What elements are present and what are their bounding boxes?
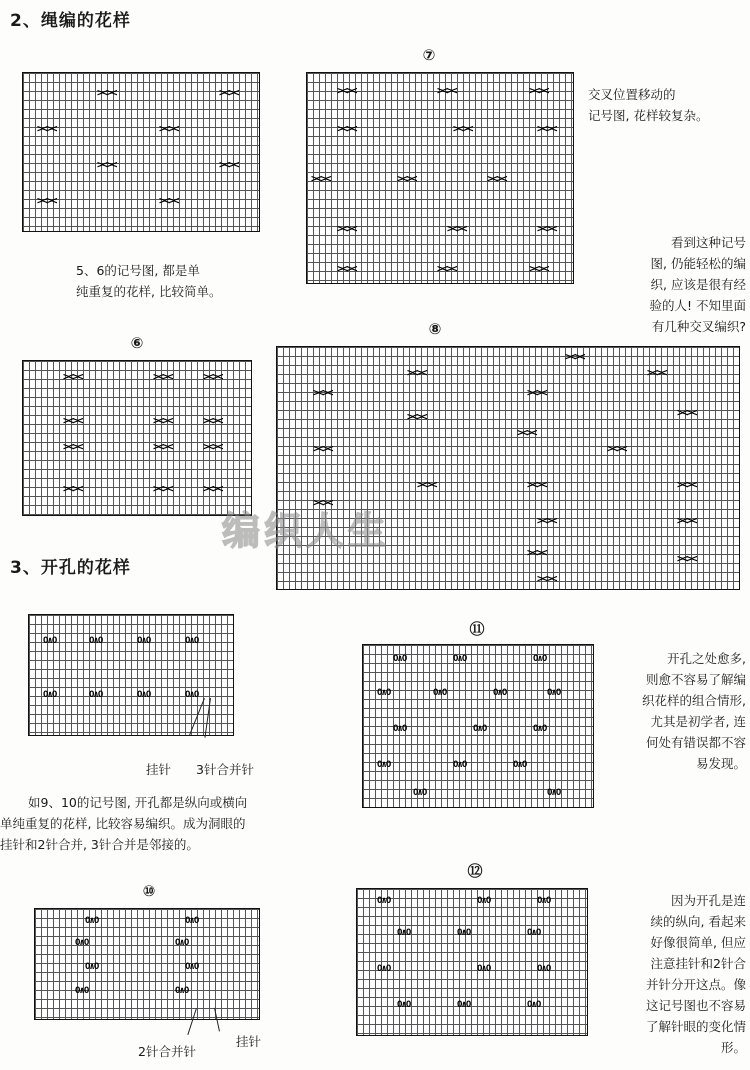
cable-cross-symbol: ><>< (407, 366, 426, 379)
cable-cross-symbol: ><>< (63, 370, 82, 383)
chart-number-12: ⑫ (467, 862, 483, 880)
eyelet-symbol: O∧O (457, 1000, 471, 1010)
eyelet-symbol: O∧O (377, 760, 391, 770)
cable-cross-symbol: ><>< (203, 414, 222, 427)
description-chart-5-6: 5、6的记号图, 都是单 纯重复的花样, 比较简单。 (76, 263, 222, 299)
eyelet-symbol: O∧O (433, 688, 447, 698)
eyelet-symbol: O∧O (43, 690, 57, 700)
cable-cross-symbol: ><>< (447, 222, 466, 235)
cable-cross-symbol: ><>< (219, 86, 238, 99)
cable-cross-symbol: ><>< (529, 84, 548, 97)
eyelet-symbol: O∧O (473, 724, 487, 734)
cable-cross-symbol: ><>< (97, 86, 116, 99)
callout-yarn-over: 挂针 (146, 762, 172, 777)
description-chart-12: 因为开孔是连 续的纵向, 看起来 好像很简单, 但应 注意挂针和2针合 并针分开这点。像 这记号图也不容易 了解针眼的变化情 形。 (645, 893, 746, 1055)
eyelet-symbol: O∧O (377, 964, 391, 974)
cable-cross-symbol: ><>< (97, 158, 116, 171)
eyelet-symbol: O∧O (527, 928, 541, 938)
cable-cross-symbol: ><>< (537, 572, 556, 585)
chart-number-6: ⑥ (130, 334, 144, 352)
cable-cross-symbol: ><>< (153, 482, 172, 495)
eyelet-symbol: O∧O (477, 896, 491, 906)
cable-cross-symbol: ><>< (337, 122, 356, 135)
chart-9 (28, 614, 234, 736)
cable-cross-symbol: ><>< (337, 262, 356, 275)
eyelet-symbol: O∧O (377, 896, 391, 906)
eyelet-symbol: O∧O (397, 928, 411, 938)
eyelet-symbol: O∧O (393, 724, 407, 734)
cable-cross-symbol: ><>< (37, 122, 56, 135)
chart-6 (22, 360, 252, 516)
eyelet-symbol: O∧O (137, 636, 151, 646)
cable-cross-symbol: ><>< (63, 482, 82, 495)
eyelet-symbol: O∧O (513, 760, 527, 770)
eyelet-symbol: O∧O (453, 760, 467, 770)
section-title-cable: 2、绳编的花样 (10, 11, 131, 31)
callout-yarn-over: 挂针 (236, 1034, 262, 1049)
cable-cross-symbol: ><>< (337, 84, 356, 97)
chart-number-8: ⑧ (428, 320, 442, 338)
cable-cross-symbol: ><>< (529, 262, 548, 275)
cable-cross-symbol: ><>< (313, 386, 332, 399)
eyelet-symbol: O∧O (185, 690, 199, 700)
chart-12 (356, 888, 588, 1036)
description-chart-9-10: 如9、10的记号图, 开孔都是纵向或横向 单纯重复的花样, 比较容易编织。成为洞眼的 挂针和2针合并, 3针合并是邻接的。 (0, 795, 248, 852)
eyelet-symbol: O∧O (477, 964, 491, 974)
eyelet-symbol: O∧O (43, 636, 57, 646)
cable-cross-symbol: ><>< (517, 426, 536, 439)
chart-7 (306, 72, 574, 284)
cable-cross-symbol: ><>< (437, 84, 456, 97)
cable-cross-symbol: ><>< (537, 514, 556, 527)
section-title-lace: 3、开孔的花样 (10, 558, 131, 578)
cable-cross-symbol: ><>< (537, 122, 556, 135)
cable-cross-symbol: ><>< (677, 514, 696, 527)
eyelet-symbol: O∧O (537, 896, 551, 906)
cable-cross-symbol: ><>< (311, 172, 330, 185)
cable-cross-symbol: ><>< (527, 386, 546, 399)
eyelet-symbol: O∧O (547, 788, 561, 798)
eyelet-symbol: O∧O (533, 724, 547, 734)
callout-k2tog: 2针合并针 (138, 1044, 196, 1059)
cable-cross-symbol: ><>< (487, 172, 506, 185)
cable-cross-symbol: ><>< (607, 442, 626, 455)
eyelet-symbol: O∧O (175, 938, 189, 948)
eyelet-symbol: O∧O (377, 688, 391, 698)
cable-cross-symbol: ><>< (397, 172, 416, 185)
cable-cross-symbol: ><>< (437, 262, 456, 275)
eyelet-symbol: O∧O (175, 986, 189, 996)
chart-number-7: ⑦ (422, 46, 436, 64)
eyelet-symbol: O∧O (185, 636, 199, 646)
eyelet-symbol: O∧O (89, 690, 103, 700)
cable-cross-symbol: ><>< (337, 222, 356, 235)
cable-cross-symbol: ><>< (159, 122, 178, 135)
cable-cross-symbol: ><>< (417, 478, 436, 491)
eyelet-symbol: O∧O (453, 654, 467, 664)
cable-cross-symbol: ><>< (677, 552, 696, 565)
eyelet-symbol: O∧O (527, 1000, 541, 1010)
eyelet-symbol: O∧O (185, 962, 199, 972)
cable-cross-symbol: ><>< (677, 406, 696, 419)
chart-10 (34, 908, 260, 1020)
cable-cross-symbol: ><>< (153, 370, 172, 383)
cable-cross-symbol: ><>< (159, 194, 178, 207)
chart-5 (22, 72, 260, 232)
cable-cross-symbol: ><>< (63, 440, 82, 453)
eyelet-symbol: O∧O (137, 690, 151, 700)
eyelet-symbol: O∧O (537, 964, 551, 974)
cable-cross-symbol: ><>< (153, 414, 172, 427)
eyelet-symbol: O∧O (185, 916, 199, 926)
eyelet-symbol: O∧O (85, 962, 99, 972)
eyelet-symbol: O∧O (413, 788, 427, 798)
cable-cross-symbol: ><>< (453, 122, 472, 135)
eyelet-symbol: O∧O (89, 636, 103, 646)
eyelet-symbol: O∧O (85, 916, 99, 926)
cable-cross-symbol: ><>< (527, 478, 546, 491)
callout-k3tog: 3针合并针 (196, 762, 254, 777)
eyelet-symbol: O∧O (547, 688, 561, 698)
cable-cross-symbol: ><>< (37, 194, 56, 207)
cable-cross-symbol: ><>< (63, 414, 82, 427)
watermark: 编织人生 (222, 509, 391, 553)
eyelet-symbol: O∧O (397, 1000, 411, 1010)
cable-cross-symbol: ><>< (203, 440, 222, 453)
cable-cross-symbol: ><>< (203, 482, 222, 495)
cable-cross-symbol: ><>< (677, 478, 696, 491)
eyelet-symbol: O∧O (75, 986, 89, 996)
eyelet-symbol: O∧O (457, 928, 471, 938)
eyelet-symbol: O∧O (393, 654, 407, 664)
cable-cross-symbol: ><>< (647, 366, 666, 379)
eyelet-symbol: O∧O (533, 654, 547, 664)
cable-cross-symbol: ><>< (313, 442, 332, 455)
chart-11 (362, 644, 594, 808)
cable-cross-symbol: ><>< (537, 222, 556, 235)
cable-cross-symbol: ><>< (527, 546, 546, 559)
description-chart-8: 看到这种记号 图, 仍能轻松的编 织, 应该是很有经 验的人! 不知里面 有几种交叉编织? (649, 235, 746, 334)
description-chart-7: 交叉位置移动的 记号图, 花样较复杂。 (588, 87, 709, 123)
chart-number-11: ⑪ (469, 620, 485, 638)
eyelet-symbol: O∧O (493, 688, 507, 698)
chart-number-10: ⑩ (142, 882, 156, 900)
description-chart-11: 开孔之处愈多, 则愈不容易了解编 织花样的组合情形, 尤其是初学者, 连 何处有错误都不容 易发现。 (642, 651, 746, 771)
cable-cross-symbol: ><>< (153, 440, 172, 453)
cable-cross-symbol: ><>< (203, 370, 222, 383)
cable-cross-symbol: ><>< (565, 350, 584, 363)
eyelet-symbol: O∧O (75, 938, 89, 948)
cable-cross-symbol: ><>< (313, 496, 332, 509)
cable-cross-symbol: ><>< (407, 410, 426, 423)
cable-cross-symbol: ><>< (219, 158, 238, 171)
